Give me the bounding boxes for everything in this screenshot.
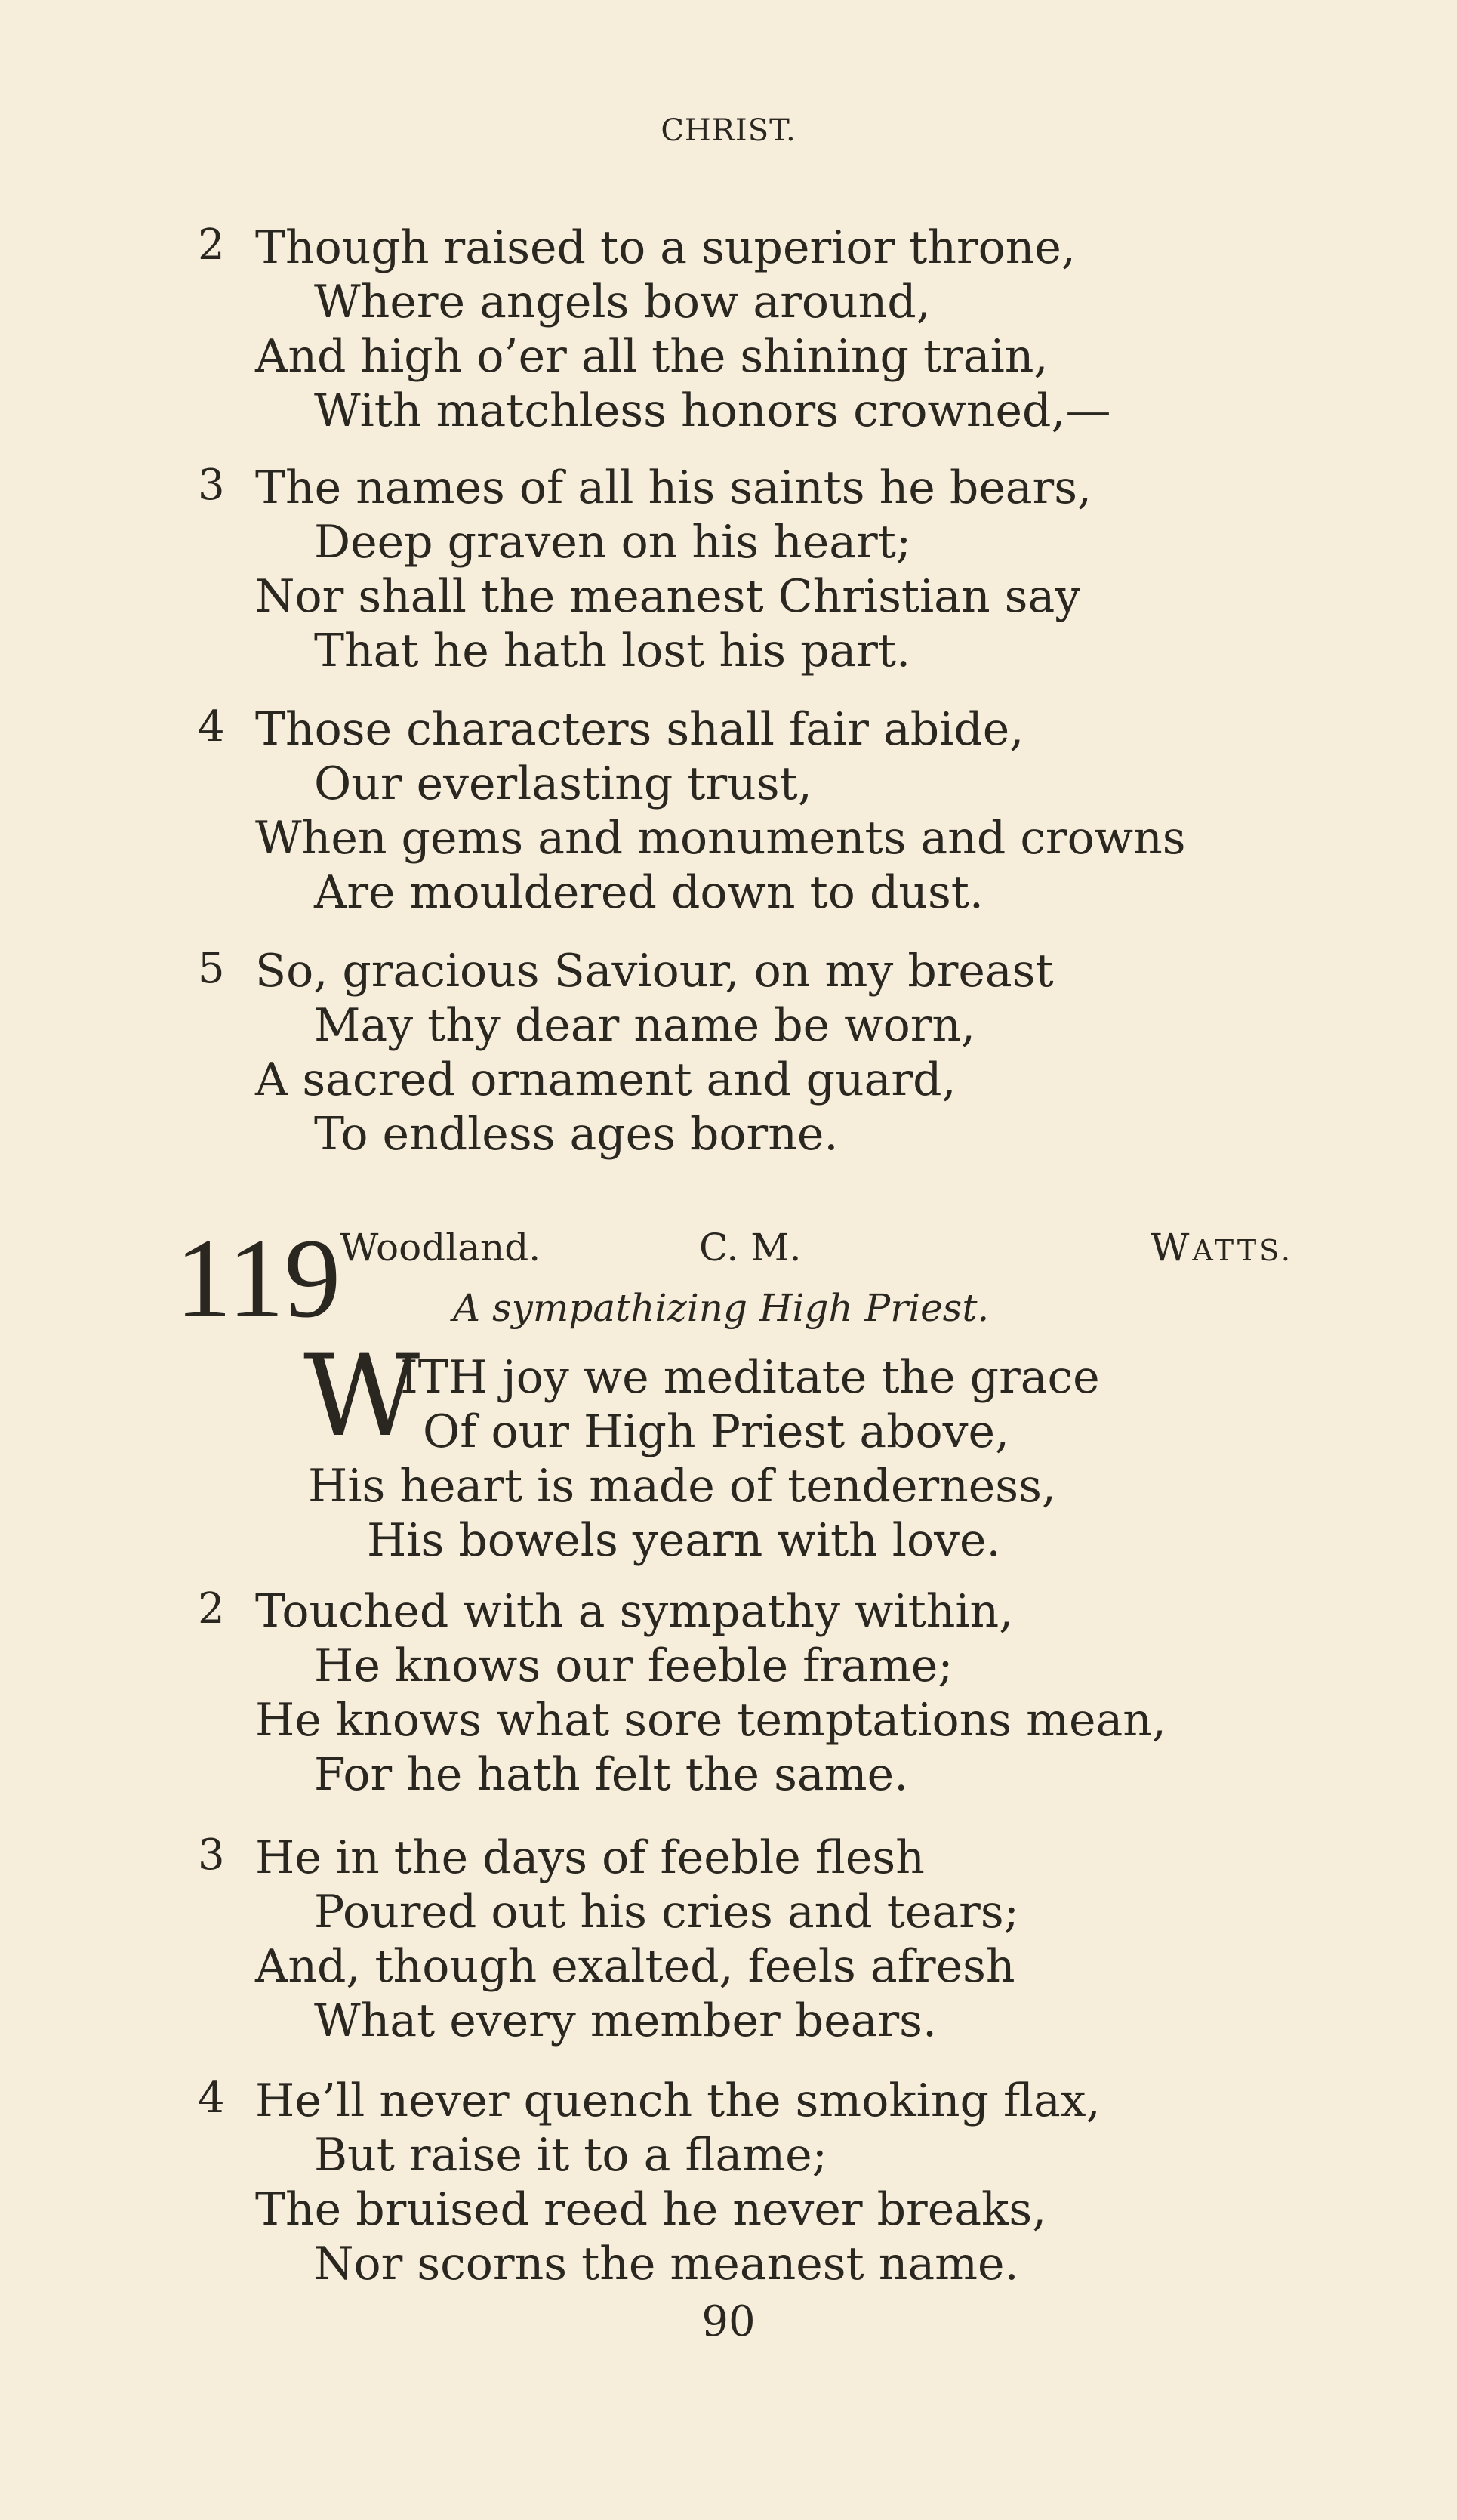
running-head: CHRIST. bbox=[661, 113, 796, 148]
hymn-number: 119 bbox=[175, 1216, 341, 1341]
stanza-118-2 bbox=[198, 221, 1111, 438]
verse-line: He knows our feeble frame; bbox=[314, 1639, 953, 1692]
verse-line: He’ll never quench the smoking flax, bbox=[255, 2074, 1101, 2127]
verse-line: So, gracious Saviour, on my breast bbox=[255, 945, 1054, 998]
verse-line: When gems and monuments and crowns bbox=[255, 812, 1186, 865]
verse-line: For he hath felt the same. bbox=[314, 1748, 909, 1801]
author bbox=[1151, 1223, 1293, 1275]
verse-line: Touched with a sympathy within, bbox=[255, 1585, 1014, 1638]
stanza-119-2 bbox=[198, 1584, 1167, 1802]
drop-cap: W bbox=[303, 1331, 420, 1462]
hymn-subtitle: A sympathizing High Priest. bbox=[453, 1286, 990, 1330]
stanza-number: 4 bbox=[198, 702, 225, 751]
verse-line: The names of all his saints he bears, bbox=[255, 461, 1092, 514]
verse-line: Of our High Priest above, bbox=[423, 1405, 1010, 1458]
stanza-number: 2 bbox=[198, 221, 225, 270]
stanza-118-5 bbox=[198, 944, 1054, 1161]
verse-line: With matchless honors crowned,— bbox=[314, 384, 1111, 437]
verse-line: That he hath lost his part. bbox=[314, 625, 911, 677]
stanza-number: 3 bbox=[198, 461, 225, 510]
verse-line: Nor scorns the meanest name. bbox=[314, 2238, 1019, 2290]
verse-line: But raise it to a flame; bbox=[314, 2129, 827, 2182]
verse-line: Deep graven on his heart; bbox=[314, 516, 912, 569]
verse-line: Though raised to a superior throne, bbox=[255, 221, 1077, 274]
stanza-number: 3 bbox=[198, 1831, 225, 1880]
verse-line: To endless ages borne. bbox=[314, 1108, 839, 1161]
verse-line: Where angels bow around, bbox=[314, 276, 931, 328]
verse-line: Poured out his cries and tears; bbox=[314, 1886, 1019, 1939]
verse-line: And, though exalted, feels afresh bbox=[255, 1940, 1015, 1993]
verse-line: His bowels yearn with love. bbox=[367, 1514, 1001, 1567]
verse-line: Nor shall the meanest Christian say bbox=[255, 570, 1081, 623]
stanza-119-1 bbox=[255, 1350, 1100, 1568]
meter: C. M. bbox=[699, 1226, 802, 1269]
author-rest: ATTS. bbox=[1192, 1234, 1293, 1267]
verse-line: Are mouldered down to dust. bbox=[314, 866, 984, 919]
author-initial: W bbox=[1151, 1226, 1193, 1269]
verse-line: A sacred ornament and guard, bbox=[255, 1053, 956, 1106]
tune-name: Woodland. bbox=[340, 1226, 541, 1269]
stanza-number: 5 bbox=[198, 944, 225, 993]
stanza-118-3 bbox=[198, 461, 1092, 678]
verse-line: Those characters shall fair abide, bbox=[255, 703, 1024, 756]
verse-line: May thy dear name be worn, bbox=[314, 999, 976, 1052]
stanza-119-3 bbox=[198, 1831, 1019, 2048]
verse-line: He knows what sore temptations mean, bbox=[255, 1694, 1167, 1747]
stanza-118-4 bbox=[198, 702, 1186, 920]
verse-line: He in the days of feeble flesh bbox=[255, 1831, 925, 1884]
stanza-number: 4 bbox=[198, 2074, 225, 2123]
verse-line: And high o’er all the shining train, bbox=[255, 330, 1049, 383]
verse-line: Our everlasting trust, bbox=[314, 757, 812, 810]
stanza-number: 2 bbox=[198, 1584, 225, 1633]
stanza-119-4 bbox=[198, 2074, 1101, 2291]
verse-line: ITH joy we meditate the grace bbox=[400, 1351, 1100, 1404]
verse-line: What every member bears. bbox=[314, 1994, 938, 2047]
verse-line: The bruised reed he never breaks, bbox=[255, 2183, 1047, 2236]
verse-line: His heart is made of tenderness, bbox=[308, 1460, 1056, 1513]
page-number: 90 bbox=[701, 2297, 756, 2346]
